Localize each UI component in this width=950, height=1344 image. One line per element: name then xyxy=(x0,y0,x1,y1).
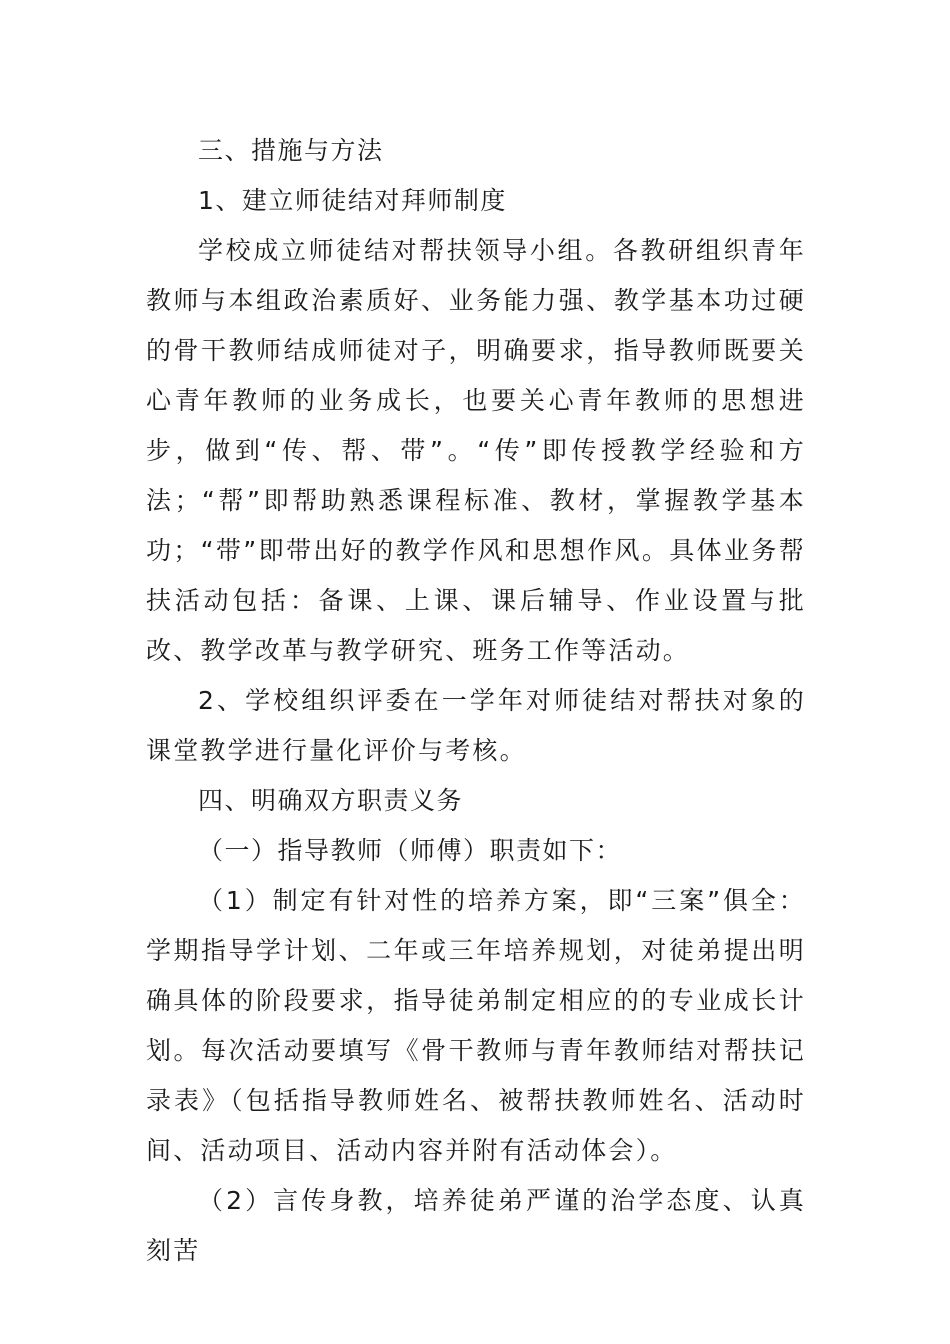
document-body xyxy=(146,126,806,1276)
section-heading-duties: 四、明确双方职责义务 xyxy=(198,786,464,815)
paragraph-duty-1: （1）制定有针对性的培养方案，即“三案”俱全：学期指导学计划、二年或三年培养规划，对徒弟提出明确具体的阶段要求，指导徒弟制定相应的的专业成长计划。每次活动要填写《骨干教师与青年教师结对帮扶记录表》（包括指导教师姓名、被帮扶教师姓名、活动时间、活动项目、活动内容并附有活动体会）。 xyxy=(146,886,806,1165)
subheading-mentor-system: 1、建立师徒结对拜师制度 xyxy=(198,186,507,215)
subheading-mentor-duties: （一）指导教师（师傅）职责如下： xyxy=(198,836,623,865)
paragraph-mentor-pairing: 学校成立师徒结对帮扶领导小组。各教研组织青年教师与本组政治素质好、业务能力强、教学基本功过硬的骨干教师结成师徒对子，明确要求，指导教师既要关心青年教师的业务成长，也要关心青年教师的思想进步，做到“传、帮、带”。“传”即传授教学经验和方法；“帮”即帮助熟悉课程标准、教材，掌握教学基本功；“带”即带出好的教学作风和思想作风。具体业务帮扶活动包括：备课、上课、课后辅导、作业设置与批改、教学改革与教学研究、班务工作等活动。 xyxy=(146,236,806,665)
paragraph-evaluation: 2、学校组织评委在一学年对师徒结对帮扶对象的课堂教学进行量化评价与考核。 xyxy=(146,686,806,765)
section-heading-measures: 三、措施与方法 xyxy=(198,136,384,165)
paragraph-duty-2: （2）言传身教，培养徒弟严谨的治学态度、认真刻苦 xyxy=(146,1186,806,1265)
